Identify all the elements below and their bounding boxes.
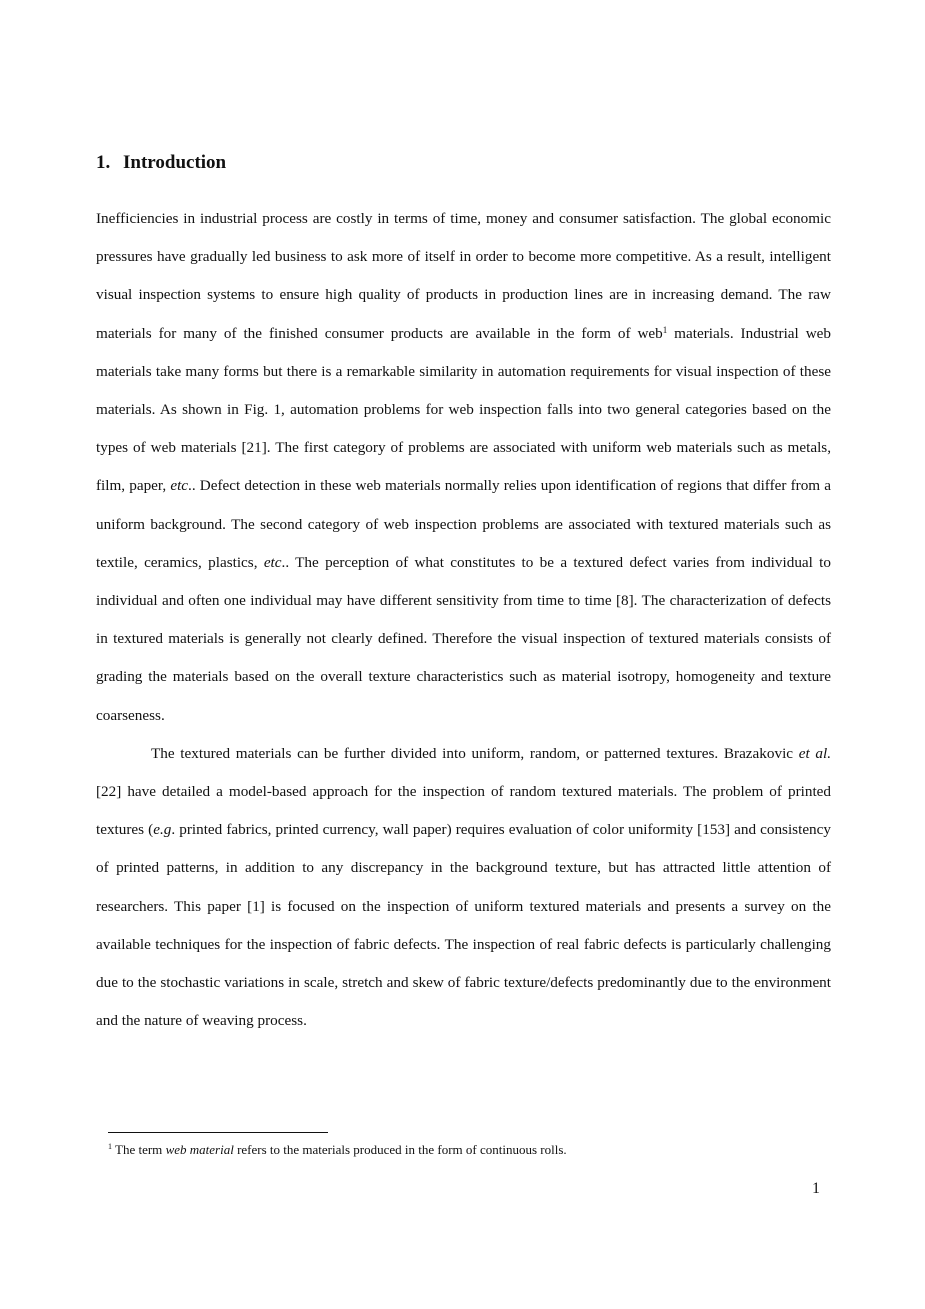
paragraph-2-text-c: . printed fabrics, printed currency, wall paper) requires evaluation of color uniformity [153] and consistency of printed patterns, in addition to any discrepancy in the background texture, but has attracted little attention of researchers. This paper [1] is focused on the inspection of uniform textured materials and presents a survey on the available techniques for the inspection of fabric defects. The inspection of real fabric defects is particularly challenging due to the stochastic variations in scale, stretch and skew of fabric texture/defects predominantly due to the environment and the nature of weaving process. <box>96 821 831 1030</box>
section-title: Introduction <box>123 152 227 173</box>
paragraph-1 <box>96 200 831 735</box>
italic-etc-1: etc <box>170 477 189 495</box>
paragraph-2-text-b: [22] have detailed a model-based approach for the inspection of random textured materials. The problem of printed textures ( <box>96 783 831 839</box>
section-number: 1. <box>96 152 111 173</box>
paragraph-1-text-b: materials. Industrial web materials take many forms but there is a remarkable similarity in automation requirements for visual inspection of these materials. As shown in Fig. 1, automation problems for web inspection falls into two general categories based on the types of web materials [21]. The first category of problems are associated with uniform web materials such as metals, film, paper, <box>96 324 831 495</box>
paragraph-1-text-c: .. Defect detection in these web materials normally relies upon identification of regions that differ from a uniform background. The second category of web inspection problems are associated with textured materials such as textile, ceramics, plastics, <box>96 477 831 571</box>
page-number: 1 <box>812 1180 820 1197</box>
paragraph-2 <box>96 735 831 1041</box>
italic-eg: e.g <box>153 821 172 839</box>
section-heading <box>96 152 226 174</box>
footnote-text-b: refers to the materials produced in the form of continuous rolls. <box>233 1142 567 1157</box>
italic-etc-2: etc <box>263 553 282 571</box>
footnote-reference: 1 <box>662 324 668 335</box>
paragraph-1-text-d: .. The perception of what constitutes to be a textured defect varies from individual to individual and often one individual may have different sensitivity from time to time [8]. The characterization of defects in textured materials is generally not clearly defined. Therefore the visual inspection of textured materials consists of grading the materials based on the overall texture characteristics such as material isotropy, homogeneity and texture coarseness. <box>96 553 831 724</box>
paragraph-2-text-a: The textured materials can be further divided into uniform, random, or patterned textures. Brazakovic <box>151 744 799 762</box>
footnote <box>108 1141 567 1159</box>
footnote-divider <box>108 1132 328 1133</box>
paragraph-1-text-a: Inefficiencies in industrial process are costly in terms of time, money and consumer satisfaction. The global economic pressures have gradually led business to ask more of itself in order to become more competitive. As a result, intelligent visual inspection systems to ensure high quality of products in production lines are in increasing demand. The raw materials for many of the finished consumer products are available in the form of web <box>96 210 831 342</box>
footnote-mark: 1 <box>108 1142 112 1151</box>
footnote-text-a: The term <box>112 1142 166 1157</box>
body-text <box>96 200 831 1040</box>
footnote-term: web material <box>165 1142 234 1157</box>
italic-et-al: et al. <box>798 744 831 762</box>
